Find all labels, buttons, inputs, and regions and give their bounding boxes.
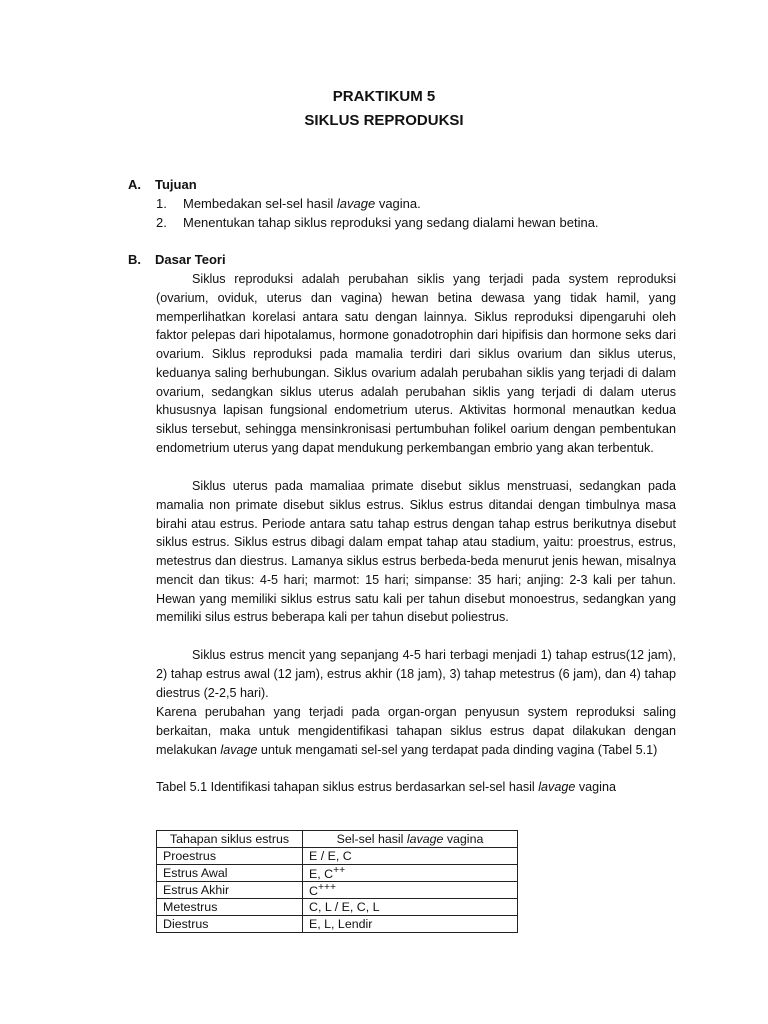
- header-emphasis: lavage: [406, 832, 444, 846]
- objective-text-end: vagina.: [375, 196, 421, 211]
- stage-cell: Estrus Awal: [157, 865, 303, 882]
- caption-emphasis: lavage: [538, 780, 576, 794]
- cells-text: E, C: [309, 867, 334, 882]
- section-b-label: B.: [128, 252, 141, 267]
- section-a-label: A.: [128, 177, 141, 192]
- objective-text: Membedakan sel-sel hasil: [183, 196, 337, 211]
- stage-cell: Estrus Akhir: [157, 882, 303, 899]
- cells-cell: [303, 865, 518, 882]
- table-row: [157, 865, 518, 882]
- section-b-heading: [128, 252, 226, 267]
- stage-cell: Proestrus: [157, 848, 303, 865]
- caption-text: Tabel 5.1 Identifikasi tahapan siklus estrus berdasarkan sel-sel hasil: [156, 780, 539, 794]
- section-a-heading: [128, 177, 197, 192]
- table-row: [157, 899, 518, 916]
- header-text-end: vagina: [443, 832, 484, 846]
- cells-text: E / E, C: [309, 849, 352, 863]
- stage-cell: Diestrus: [157, 916, 303, 933]
- cells-text: C, L / E, C, L: [309, 900, 380, 915]
- column-header-stage: Tahapan siklus estrus: [157, 831, 303, 848]
- theory-paragraph-3: Siklus estrus mencit yang sepanjang 4-5 hari terbagi menjadi 1) tahap estrus(12 jam), 2) tahap estrus awal (12 jam), estrus akhir (18 jam), 3) tahap metestrus (6 jam), dan 4) tahap diestrus (2-2,5 hari).: [156, 648, 676, 700]
- table-header-row: [157, 831, 518, 848]
- table-row: [157, 848, 518, 865]
- objective-emphasis: lavage: [336, 196, 376, 211]
- table-row: [157, 916, 518, 933]
- cells-cell: [303, 848, 518, 865]
- theory-paragraph-4: [156, 703, 676, 759]
- cells-cell: [303, 916, 518, 933]
- page-title: PRAKTIKUM 5: [332, 88, 436, 105]
- objective-number: 2.: [156, 215, 167, 230]
- table-caption: [156, 780, 616, 794]
- cells-text: E, L, Lendir: [309, 917, 373, 932]
- theory-paragraph-2: Siklus uterus pada mamaliaa primate disebut siklus menstruasi, sedangkan pada mamalia non primate disebut siklus estrus. Siklus estrus ditandai dengan timbulnya masa birahi atau estrus. Periode antara satu tahap estrus dengan tahap estrus berikutnya disebut siklus estrus. Siklus estrus dibagi dalam empat tahap atau stadium, yaitu: proestrus, estrus, metestrus dan diestrus. Lamanya siklus estrus berbeda-beda menurut jenis hewan, misalnya mencit dan tikus: 4-5 hari; marmot: 15 hari; simpanse: 35 hari; anjing: 2-3 kali per tahun. Hewan yang memiliki siklus estrus satu kali per tahun disebut monoestrus, sedangkan yang memiliki silus estrus beberapa kali per tahun disebut poliestrus.: [156, 479, 676, 625]
- section-b-title: Dasar Teori: [155, 252, 226, 267]
- section-a-title: Tujuan: [155, 177, 197, 192]
- objective-item-1: [156, 196, 421, 211]
- cells-cell: [303, 882, 518, 899]
- estrus-cycle-table: [156, 830, 518, 933]
- objective-item-2: [156, 215, 599, 230]
- cells-text: C: [309, 884, 318, 899]
- paragraph-text: Karena perubahan yang terjadi pada organ-organ penyusun system reproduksi saling berkaitan, maka untuk mengidentifikasi tahapan siklus estrus dapat dilakukan dengan melakukan: [156, 705, 676, 757]
- column-header-cells: [303, 831, 518, 848]
- cells-superscript: ++: [333, 865, 346, 876]
- paragraph-emphasis: lavage: [220, 742, 258, 757]
- caption-text-end: vagina: [575, 780, 616, 794]
- table-row: [157, 882, 518, 899]
- cells-superscript: +++: [317, 882, 337, 894]
- objective-number: 1.: [156, 196, 167, 211]
- paragraph-text-end: untuk mengamati sel-sel yang terdapat pada dinding vagina (Tabel 5.1): [257, 742, 658, 757]
- objective-text: Menentukan tahap siklus reproduksi yang sedang dialami hewan betina.: [183, 215, 599, 230]
- theory-paragraph-1: Siklus reproduksi adalah perubahan siklis yang terjadi pada system reproduksi (ovarium, oviduk, uterus dan vagina) hewan betina dewasa yang tidak hamil, yang memperlihatkan korelasi antara satu dengan lainnya. Siklus reproduksi dipengaruhi oleh faktor pelepas dari hipotalamus, hormone gonadotrophin dari hipifisis dan hormone seks dari ovarium. Siklus reproduksi pada mamalia terdiri dari siklus ovarium dan siklus uterus, keduanya saling berhubungan. Siklus ovarium adalah perubahan siklis yang terjadi di dalam ovarium, sedangkan siklus uterus adalah perubahan siklis yang terjadi di dalam uterus khususnya lapisan fungsional endometrium uterus. Aktivitas hormonal menautkan kedua siklus tersebut, sehingga mensinkronisasi pertumbuhan folikel oarium dengan pembentukan endometrium uterus yang dapat mendukung perkembangan embrio yang akan terbentuk.: [156, 272, 676, 455]
- cells-cell: [303, 899, 518, 916]
- stage-cell: Metestrus: [157, 899, 303, 916]
- header-text: Sel-sel hasil: [336, 832, 407, 846]
- page-subtitle: SIKLUS REPRODUKSI: [304, 112, 464, 129]
